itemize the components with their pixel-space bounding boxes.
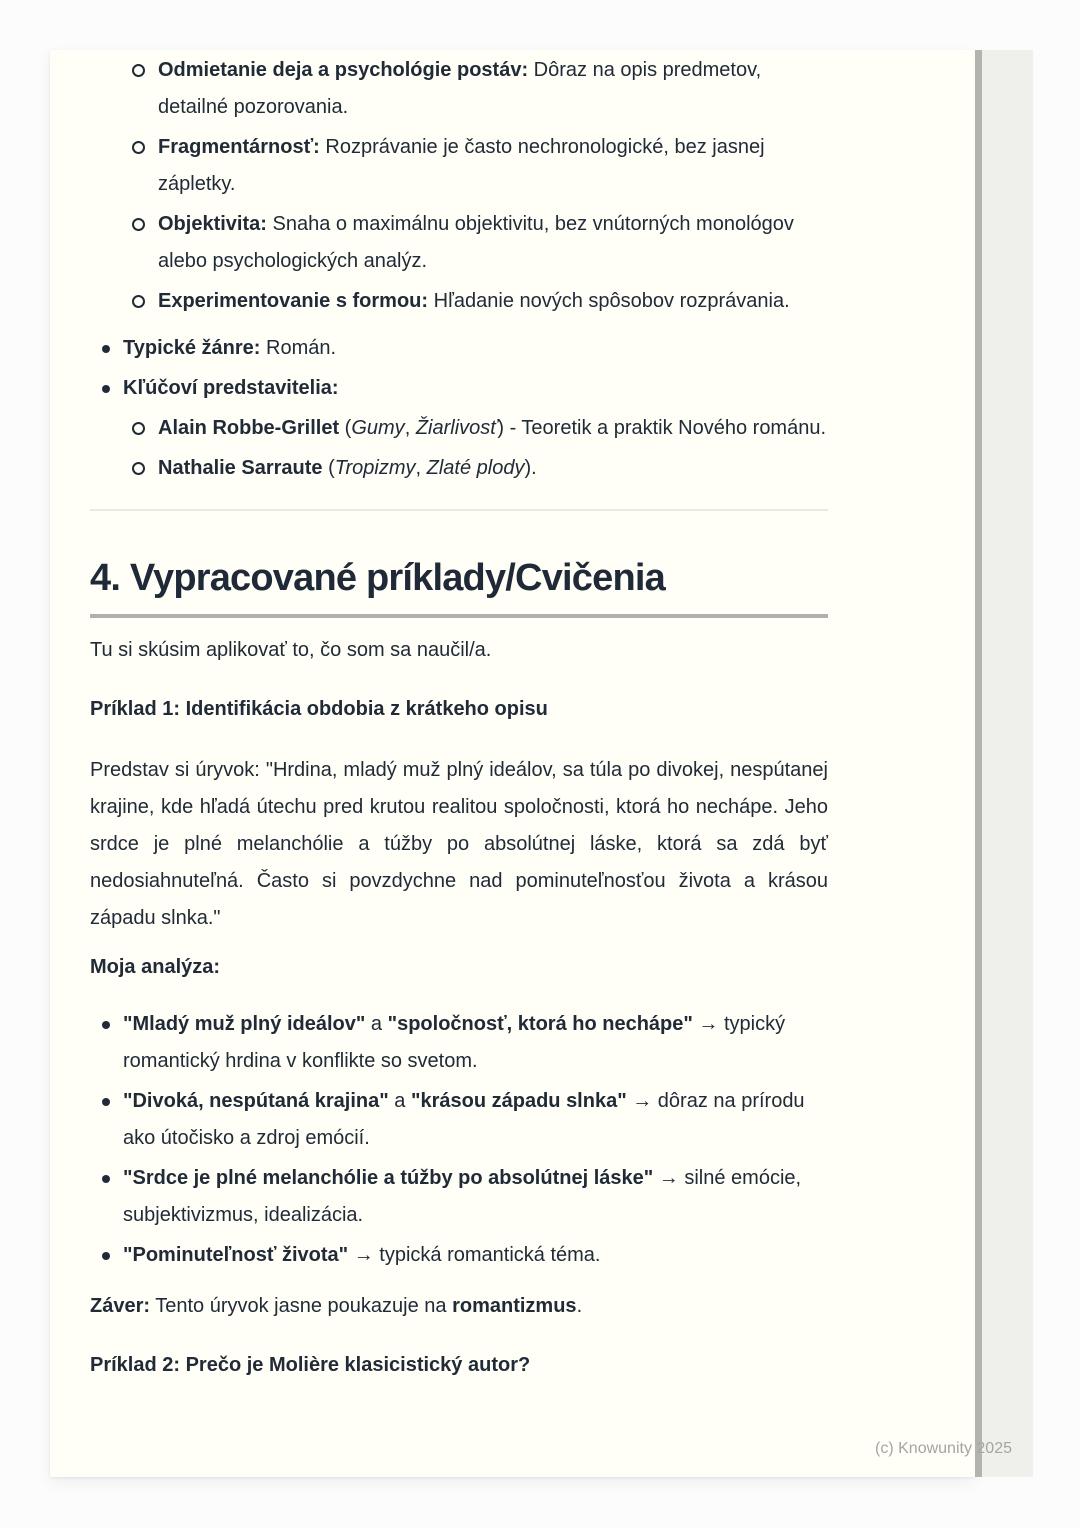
list-item <box>90 283 828 320</box>
text-run: , <box>415 457 427 479</box>
list-item <box>90 1160 828 1234</box>
work-title: Žiarlivosť <box>415 417 498 439</box>
list-item-desc: Dôraz na opis predmetov, detailné pozorovania. <box>158 59 762 118</box>
document-page <box>50 50 975 1477</box>
dot-bullet-icon <box>102 345 110 353</box>
conclusion-paragraph <box>90 1288 828 1325</box>
section-divider <box>90 509 828 511</box>
circle-bullet-icon <box>132 141 145 154</box>
representatives-sublist <box>123 410 828 487</box>
analysis-title: Moja analýza: <box>90 956 221 978</box>
quoted-phrase: "krásou západu slnka" <box>410 1090 627 1112</box>
quoted-phrase: "spoločnosť, ktorá ho nechápe" <box>387 1013 693 1035</box>
circle-bullet-icon <box>132 218 145 231</box>
work-title: Gumy <box>351 417 405 439</box>
text-run: , <box>404 417 416 439</box>
list-item-desc: Hľadanie nových spôsobov rozprávania. <box>428 290 790 312</box>
list-item-term: Typické žánre: <box>123 337 261 359</box>
quoted-phrase: "Pominuteľnosť života" <box>123 1244 349 1266</box>
circle-bullet-icon <box>132 295 145 308</box>
list-item <box>90 206 828 280</box>
dot-bullet-icon <box>102 1252 110 1260</box>
conclusion-keyword: romantizmus <box>452 1295 577 1317</box>
list-item-term: Objektivita: <box>158 213 267 235</box>
example1-title: Príklad 1: Identifikácia obdobia z krátkeho opisu <box>90 698 548 720</box>
text-run: → silné emócie, subjektivizmus, idealizácia. <box>123 1167 802 1226</box>
list-item <box>123 450 828 487</box>
list-item-term: Kľúčoví predstavitelia: <box>123 377 339 399</box>
quoted-phrase: "Srdce je plné melanchólie a túžby po absolútnej láske" <box>123 1167 654 1189</box>
work-title: Zlaté plody <box>426 457 525 479</box>
quoted-phrase: "Divoká, nespútaná krajina" <box>123 1090 389 1112</box>
text-run: → typický romantický hrdina v konflikte so svetom. <box>123 1013 786 1072</box>
circle-bullet-icon <box>132 422 145 435</box>
circle-bullet-icon <box>132 462 145 475</box>
characteristics-list <box>90 52 828 320</box>
heading-underline <box>90 614 828 618</box>
dot-bullet-icon <box>102 1175 110 1183</box>
list-item <box>90 1083 828 1157</box>
analysis-list <box>90 1006 828 1274</box>
list-item <box>90 370 828 487</box>
list-item <box>90 330 828 367</box>
author-name: Alain Robbe-Grillet <box>158 417 340 439</box>
list-item-term: Experimentovanie s formou: <box>158 290 429 312</box>
watermark: (c) Knowunity 2025 <box>875 1440 1012 1457</box>
text-run: → typická romantická téma. <box>348 1244 601 1266</box>
text-run: a <box>388 1090 411 1112</box>
list-item <box>90 1006 828 1080</box>
intro-paragraph: Tu si skúsim aplikovať to, čo som sa naučil/a. <box>90 639 492 661</box>
list-item-desc: Snaha o maximálnu objektivitu, bez vnútorných monológov alebo psychologických analýz. <box>158 213 794 272</box>
list-item-desc: Román. <box>260 337 337 359</box>
section-heading: 4. Vypracované príklady/Cvičenia <box>90 557 665 599</box>
dot-bullet-icon <box>102 1021 110 1029</box>
example2-title: Príklad 2: Prečo je Molière klasicistický autor? <box>90 1354 531 1376</box>
dot-bullet-icon <box>102 385 110 393</box>
text-run: ) - Teoretik a praktik Nového románu. <box>497 417 827 439</box>
genres-representatives-list <box>90 330 828 487</box>
list-item <box>90 1237 828 1274</box>
scrollbar-track[interactable] <box>975 50 1033 1477</box>
text-run: a <box>365 1013 388 1035</box>
list-item-term: Odmietanie deja a psychológie postáv: <box>158 59 529 81</box>
work-title: Tropizmy <box>334 457 416 479</box>
example1-excerpt: Predstav si úryvok: "Hrdina, mladý muž plný ideálov, sa túla po divokej, nespútanej krajine, kde hľadá útechu pred krutou realitou spoločnosti, ktorá ho nechápe. Jeho srdce je plné melanchólie a túžby po absolútnej láske, ktorá sa zdá byť nedosiahnuteľná. Často si povzdychne nad pominuteľnosťou života a krásou západu slnka." <box>90 759 828 929</box>
conclusion-label: Záver: <box>90 1295 151 1317</box>
text-run: → dôraz na prírodu ako útočisko a zdroj emócií. <box>123 1090 805 1149</box>
text-run: ( <box>339 417 352 439</box>
circle-bullet-icon <box>132 64 145 77</box>
text-run: ( <box>322 457 335 479</box>
text-run: . <box>576 1295 583 1317</box>
list-item-desc: Rozprávanie je často nechronologické, bez jasnej zápletky. <box>158 136 765 195</box>
list-item <box>90 52 828 126</box>
scrollbar-thumb[interactable] <box>975 50 982 1477</box>
list-item-term: Fragmentárnosť: <box>158 136 320 158</box>
list-item <box>90 129 828 203</box>
list-item <box>123 410 828 447</box>
author-name: Nathalie Sarraute <box>158 457 323 479</box>
text-run: ). <box>524 457 537 479</box>
text-run: Tento úryvok jasne poukazuje na <box>150 1295 453 1317</box>
quoted-phrase: "Mladý muž plný ideálov" <box>123 1013 366 1035</box>
dot-bullet-icon <box>102 1098 110 1106</box>
